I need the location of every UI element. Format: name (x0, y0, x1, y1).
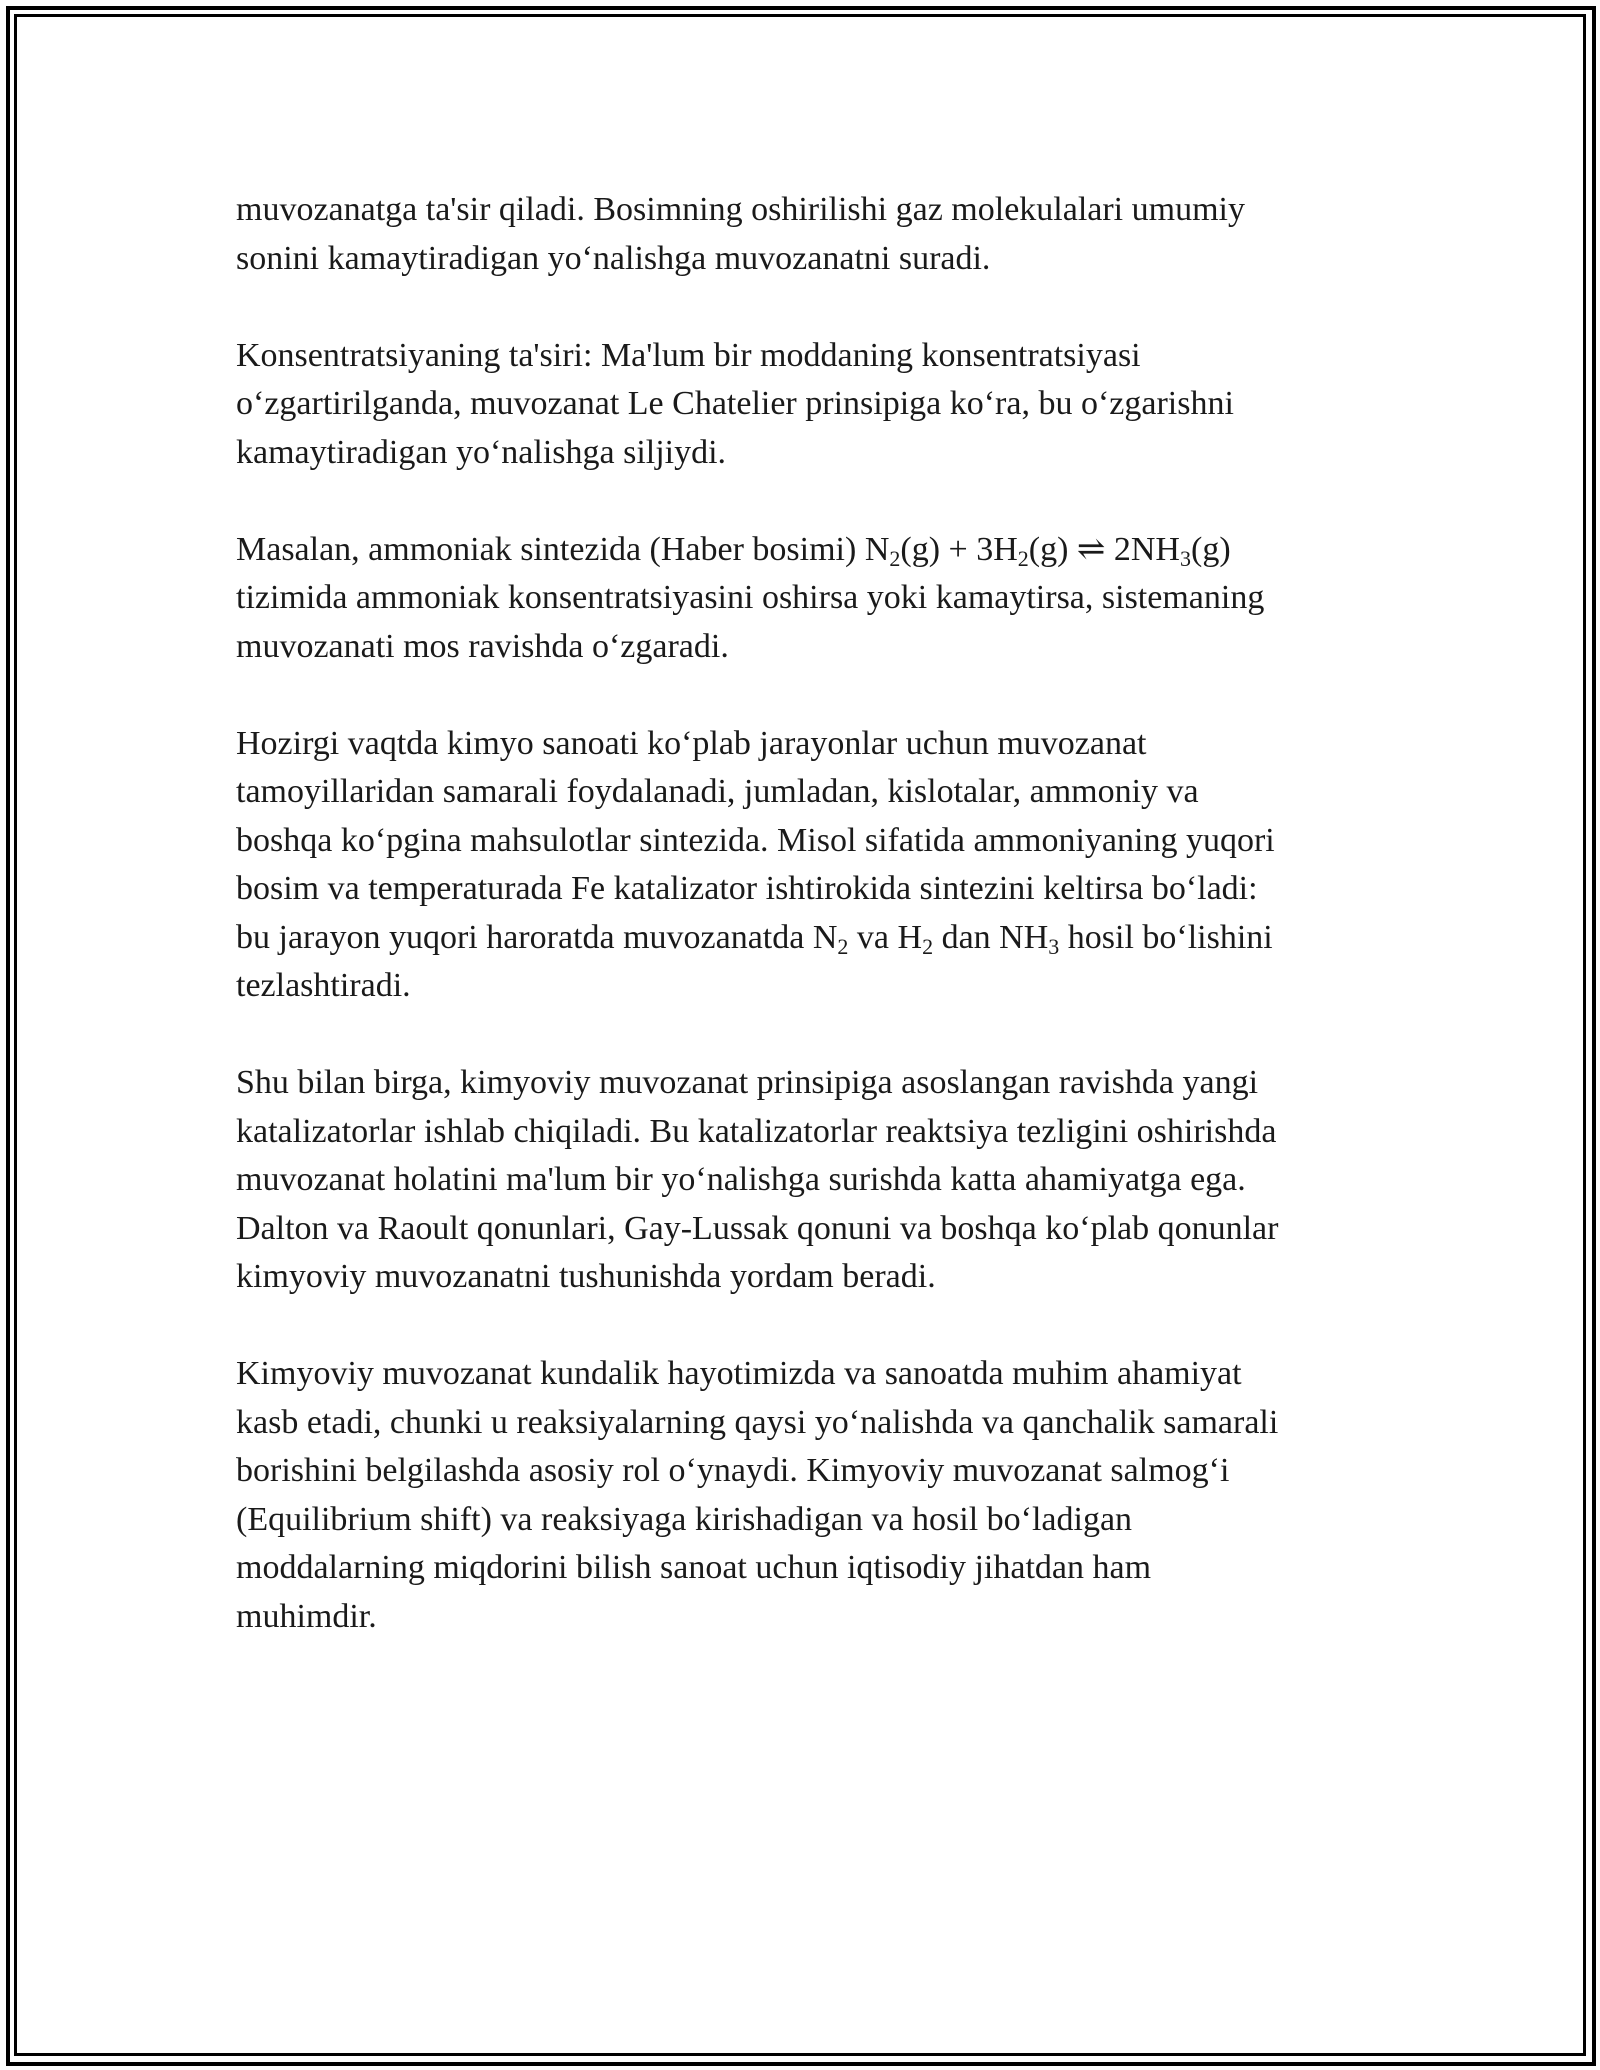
text-segment: dan NH (933, 918, 1049, 956)
paragraph-industry-usage (236, 720, 1376, 1011)
subscript: 3 (1180, 545, 1191, 571)
text-line: sonini kamaytiradigan yo‘nalishga muvozanatni suradi. (236, 239, 991, 277)
formula-line (236, 918, 1273, 959)
text-line: kasb etadi, chunki u reaksiyalarning qaysi yo‘nalishda va qanchalik samarali (236, 1403, 1279, 1441)
text-line: Kimyoviy muvozanat kundalik hayotimizda va sanoatda muhim ahamiyat (236, 1355, 1242, 1392)
text-segment: bu jarayon yuqori haroratda muvozanatda N (236, 918, 838, 956)
subscript: 3 (1048, 933, 1060, 959)
text-line: kimyoviy muvozanatni tushunishda yordam beradi. (236, 1258, 936, 1295)
subscript: 2 (922, 933, 934, 959)
text-line: o‘zgartirilganda, muvozanat Le Chatelier prinsipiga ko‘ra, bu o‘zgarishni (236, 385, 1234, 422)
text-line: Dalton va Raoult qonunlari, Gay-Lussak qonuni va boshqa ko‘plab qonunlar (236, 1209, 1279, 1247)
text-segment: va H (848, 918, 923, 956)
paragraph-catalysts (236, 1059, 1376, 1302)
paragraph-concentration-effect (236, 332, 1376, 478)
text-line: Konsentratsiyaning ta'siri: Ma'lum bir moddaning konsentratsiyasi (236, 336, 1141, 374)
text-line: muhimdir. (236, 1597, 377, 1635)
text-segment: (g) + 3H (900, 530, 1018, 568)
text-line: Hozirgi vaqtda kimyo sanoati ko‘plab jarayonlar uchun muvozanat (236, 724, 1147, 762)
paragraph-ammonia-example (236, 526, 1376, 672)
text-line: bosim va temperaturada Fe katalizator ishtirokida sintezini keltirsa bo‘ladi: (236, 870, 1258, 907)
text-segment: hosil bo‘lishini (1059, 918, 1273, 956)
text-line: moddalarning miqdorini bilish sanoat uchun iqtisodiy jihatdan ham (236, 1549, 1152, 1586)
text-line: muvozanat holatini ma'lum bir yo‘nalishga surishda katta ahamiyatga ega. (236, 1161, 1246, 1198)
text-line: boshqa ko‘pgina mahsulotlar sintezida. Misol sifatida ammoniyaning yuqori (236, 821, 1275, 859)
text-line: muvozanati mos ravishda o‘zgaradi. (236, 627, 729, 665)
text-line: (Equilibrium shift) va reaksiyaga kirishadigan va hosil bo‘ladigan (236, 1500, 1133, 1538)
subscript: 2 (1017, 545, 1029, 571)
text-line: Shu bilan birga, kimyoviy muvozanat prinsipiga asoslangan ravishda yangi (236, 1064, 1259, 1101)
text-segment: (g) ⇌ 2NH (1028, 530, 1180, 568)
subscript: 2 (889, 545, 901, 571)
text-segment: Masalan, ammoniak sintezida (Haber bosimi) N (236, 530, 890, 568)
text-line: tamoyillaridan samarali foydalanadi, jumladan, kislotalar, ammoniy va (236, 773, 1199, 810)
paragraph-conclusion (236, 1350, 1376, 1641)
text-line: katalizatorlar ishlab chiqiladi. Bu katalizatorlar reaktsiya tezligini oshirishda (236, 1112, 1277, 1150)
text-line: tezlashtiradi. (236, 967, 411, 1004)
document-body (236, 186, 1376, 1641)
subscript: 2 (837, 933, 849, 959)
text-line: kamaytiradigan yo‘nalishga siljiydi. (236, 433, 727, 471)
text-line: borishini belgilashda asosiy rol o‘ynaydi. Kimyoviy muvozanat salmog‘i (236, 1452, 1230, 1489)
text-segment: (g) (1191, 530, 1231, 568)
text-line: tizimida ammoniak konsentratsiyasini oshirsa yoki kamaytirsa, sistemaning (236, 579, 1265, 616)
paragraph-pressure-effect (236, 186, 1376, 283)
text-line: muvozanatga ta'sir qiladi. Bosimning oshirilishi gaz molekulalari umumiy (236, 191, 1245, 228)
reaction-equation-line (236, 530, 1231, 571)
